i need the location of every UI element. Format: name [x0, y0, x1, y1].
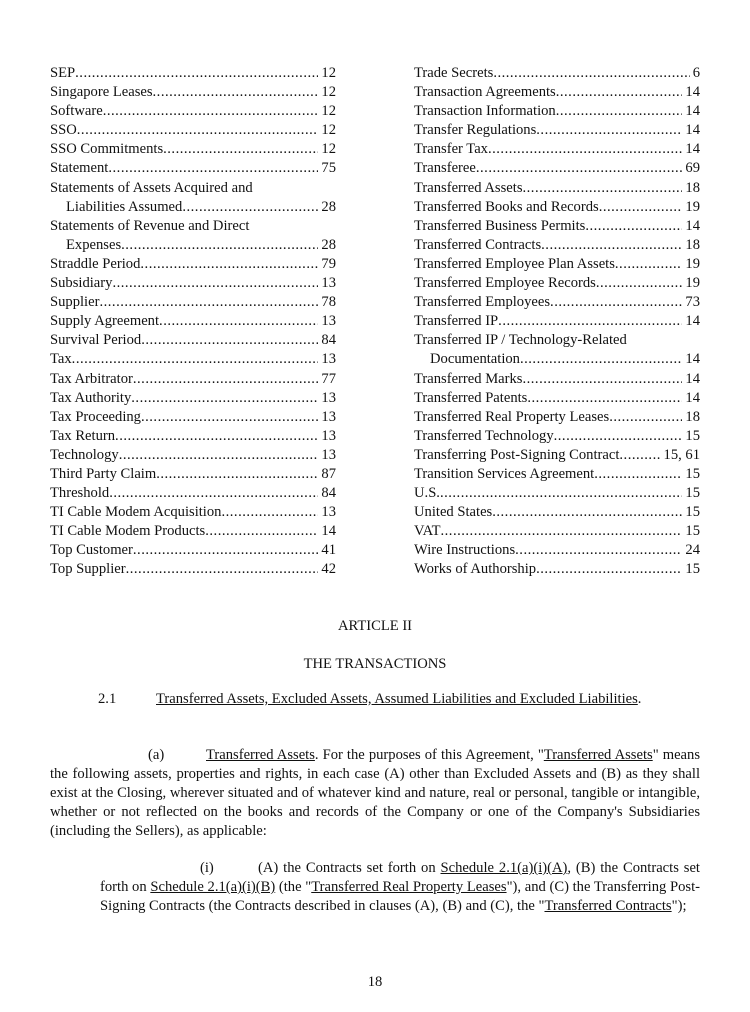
- index-page-number: 13: [321, 446, 336, 463]
- index-term-continuation: [50, 198, 336, 217]
- index-page-number: 73: [685, 294, 700, 311]
- index-entry: [414, 236, 700, 255]
- leader-dots: [599, 198, 683, 217]
- index-term: U.S.: [414, 485, 440, 502]
- clause-i-text: (A) the Contracts set forth on: [258, 860, 441, 876]
- index-entry: [50, 560, 336, 579]
- index-page-number: 69: [685, 160, 700, 177]
- index-page-number: 15: [685, 523, 700, 540]
- index-page-number: 12: [321, 141, 336, 158]
- index-entry: [414, 389, 700, 408]
- index-page-number: 41: [321, 542, 336, 559]
- section-number: 2.1: [98, 691, 117, 707]
- index-entry: [50, 140, 336, 159]
- index-page-number: 14: [685, 351, 700, 368]
- leader-dots: [72, 350, 319, 369]
- index-entry: [50, 217, 336, 255]
- index-entry: [50, 121, 336, 140]
- index-term: Expenses: [66, 236, 122, 253]
- defined-term: Transferred Real Property Leases: [311, 879, 507, 896]
- leader-dots: [585, 217, 682, 236]
- index-entry: [414, 503, 700, 522]
- leader-dots: [493, 64, 689, 83]
- index-term: Transition Services Agreement: [414, 465, 595, 482]
- leader-dots: [75, 64, 318, 83]
- index-term: Third Party Claim: [50, 465, 157, 482]
- index-page-number: 14: [685, 389, 700, 406]
- leader-dots: [115, 427, 318, 446]
- index-page-number: 18: [685, 236, 700, 253]
- index-page-number: 15: [685, 485, 700, 502]
- index-entry: [414, 198, 700, 217]
- index-entry: [414, 179, 700, 198]
- index-term: Transferring Post-Signing Contract: [414, 446, 620, 463]
- index-term: Transferred Employee Plan Assets: [414, 255, 615, 272]
- index-entry: [414, 274, 700, 293]
- leader-dots: [541, 236, 682, 255]
- index-page-number: 75: [321, 160, 336, 177]
- defined-term: Transferred Assets: [543, 747, 653, 763]
- index-term: Transferred Assets: [414, 179, 523, 196]
- index-entry: [414, 121, 700, 140]
- index-page-number: 13: [321, 427, 336, 444]
- leader-dots: [141, 408, 318, 427]
- index-term: Works of Authorship: [414, 561, 537, 578]
- leader-dots: [492, 503, 682, 522]
- index-term: Supply Agreement: [50, 313, 160, 330]
- index-entry: [50, 83, 336, 102]
- index-page-number: 19: [685, 255, 700, 272]
- index-page-number: 18: [685, 408, 700, 425]
- index-term: Straddle Period: [50, 255, 141, 272]
- clause-a-heading: Transferred Assets: [206, 747, 315, 763]
- index-page-number: 12: [321, 84, 336, 101]
- index-page-number: 42: [321, 561, 336, 578]
- defined-term: Transferred Contracts: [544, 898, 672, 915]
- index-page-number: 28: [321, 198, 336, 215]
- index-term: Wire Instructions: [414, 542, 516, 559]
- index-term: Transferred IP / Technology-Related: [414, 332, 627, 349]
- leader-dots: [536, 121, 682, 140]
- index-column-left: [50, 64, 336, 580]
- leader-dots: [536, 560, 682, 579]
- index-page-number: 84: [321, 332, 336, 349]
- article-heading: ARTICLE II: [337, 618, 413, 634]
- leader-dots: [556, 83, 683, 102]
- index-page-number: 13: [321, 389, 336, 406]
- index-term: VAT: [414, 523, 441, 540]
- leader-dots: [131, 389, 318, 408]
- leader-dots: [221, 503, 318, 522]
- index-entry: [414, 64, 700, 83]
- clause-i-text: "), and (C) the Transferring Post-Signing Contracts (the Contracts described in clauses (A), (B) and (C), the ": [100, 879, 700, 915]
- index-page-number: 6: [692, 65, 700, 81]
- index-page-number: 19: [685, 275, 700, 292]
- index-term: Documentation: [430, 351, 520, 368]
- index-entry: [50, 446, 336, 465]
- clause-a-text: . For the purposes of this Agreement, ": [314, 747, 544, 763]
- leader-dots: [498, 312, 682, 331]
- index-page-number: 15: [685, 427, 700, 444]
- section-title: Transferred Assets, Excluded Assets, Assumed Liabilities and Excluded Liabilities: [156, 691, 638, 707]
- index-page-number: 19: [685, 198, 700, 215]
- clause-i-text: ");: [671, 898, 687, 915]
- index-page-number: 13: [321, 504, 336, 521]
- index-term: Transferred Business Permits: [414, 217, 586, 234]
- index-entry: [50, 370, 336, 389]
- leader-dots: [556, 102, 683, 121]
- index-entry: [50, 522, 336, 541]
- clause-a-text: " means the following assets, properties and rights, in each case (A) other than Excluded Assets and (B) as they shall exist at the Closing, wherever situated and of whatever kind and nature, real or personal, tangible or intangible, whether or not reflected on the books and records of the Company or one of the Company's Subsidiaries (including the Sellers), as applicable:: [50, 747, 700, 840]
- index-term: Liabilities Assumed: [66, 198, 183, 215]
- index-entry: [50, 312, 336, 331]
- index-entry: [50, 350, 336, 369]
- index-entry: [50, 427, 336, 446]
- index-term: Top Customer: [50, 542, 133, 559]
- index-term: Transaction Information: [414, 103, 556, 120]
- leader-dots: [103, 102, 319, 121]
- index-entry: [414, 560, 700, 579]
- index-entry: [50, 64, 336, 83]
- leader-dots: [159, 312, 318, 331]
- leader-dots: [141, 331, 318, 350]
- index-page-number: 18: [685, 179, 700, 196]
- index-page-number: 15: [685, 465, 700, 482]
- index-entry: [414, 370, 700, 389]
- index-term: Transferred Books and Records: [414, 198, 599, 215]
- leader-dots: [205, 522, 318, 541]
- index-page-number: 15: [685, 561, 700, 578]
- index-term: Transaction Agreements: [414, 84, 556, 101]
- index-term: Transferred Marks: [414, 370, 523, 387]
- index-term: Transferred Patents: [414, 389, 528, 406]
- schedule-reference: Schedule 2.1(a)(i)(B): [150, 879, 276, 896]
- index-term: TI Cable Modem Acquisition: [50, 504, 222, 521]
- leader-dots: [140, 255, 318, 274]
- clause-i-text: (the ": [275, 879, 312, 896]
- clause-i-text: , (B) the Contracts set forth on: [100, 860, 700, 896]
- index-term: Statements of Revenue and Direct: [50, 217, 250, 234]
- index-entry: [50, 159, 336, 178]
- index-term: United States: [414, 504, 493, 521]
- clause-a-paragraph: [50, 746, 700, 841]
- index-entry: [414, 331, 700, 369]
- index-page-number: 84: [321, 485, 336, 502]
- index-term: SSO Commitments: [50, 141, 164, 158]
- index-entry: [414, 102, 700, 121]
- leader-dots: [182, 198, 318, 217]
- leader-dots: [596, 274, 683, 293]
- index-page-number: 13: [321, 275, 336, 292]
- index-page-number: 14: [321, 523, 336, 540]
- clause-i-paragraph: [100, 859, 700, 916]
- index-term: Statements of Assets Acquired and: [50, 179, 253, 196]
- index-term: Supplier: [50, 294, 100, 311]
- index-entry: [414, 312, 700, 331]
- leader-dots: [119, 446, 319, 465]
- index-entry: [50, 102, 336, 121]
- index-term: Transferred IP: [414, 313, 499, 330]
- index-entry: [414, 427, 700, 446]
- index-term: Tax Proceeding: [50, 408, 141, 425]
- index-entry: [414, 446, 700, 465]
- index-entry: [414, 255, 700, 274]
- leader-dots: [520, 350, 682, 369]
- leader-dots: [527, 389, 682, 408]
- index-entry: [414, 217, 700, 236]
- index-entry: [50, 541, 336, 560]
- index-page-number: 14: [685, 84, 700, 101]
- leader-dots: [441, 522, 683, 541]
- leader-dots: [488, 140, 682, 159]
- leader-dots: [112, 274, 318, 293]
- index-entry: [414, 83, 700, 102]
- index-page-number: 24: [685, 542, 700, 559]
- index-page-number: 87: [321, 465, 336, 482]
- index-page-number: 14: [685, 141, 700, 158]
- index-entry: [50, 503, 336, 522]
- definitions-index: [50, 64, 700, 580]
- index-term: Survival Period: [50, 332, 142, 349]
- leader-dots: [156, 465, 318, 484]
- index-entry: [414, 408, 700, 427]
- index-term: SEP: [50, 65, 76, 81]
- index-page-number: 28: [321, 236, 336, 253]
- index-entry: [414, 465, 700, 484]
- index-page-number: 14: [685, 122, 700, 139]
- index-entry: [414, 140, 700, 159]
- index-page-number: 12: [321, 122, 336, 139]
- leader-dots: [476, 159, 683, 178]
- index-term: Subsidiary: [50, 275, 113, 292]
- index-page-number: 79: [321, 255, 336, 272]
- index-page-number: 15: [685, 504, 700, 521]
- index-term: Tax Authority: [50, 389, 132, 406]
- index-page-number: 14: [685, 217, 700, 234]
- leader-dots: [594, 465, 682, 484]
- leader-dots: [440, 484, 682, 503]
- index-term: Transferred Employee Records: [414, 275, 596, 292]
- index-entry: [50, 408, 336, 427]
- index-page-number: 13: [321, 313, 336, 330]
- index-term: SSO: [50, 122, 77, 139]
- index-page-number: 78: [321, 294, 336, 311]
- leader-dots: [522, 370, 682, 389]
- schedule-reference: Schedule 2.1(a)(i)(A): [440, 860, 568, 876]
- leader-dots: [108, 159, 318, 178]
- index-term-continuation: [414, 350, 700, 369]
- index-term: Software: [50, 103, 103, 120]
- index-entry: [50, 331, 336, 350]
- index-term-continuation: [50, 236, 336, 255]
- leader-dots: [133, 541, 319, 560]
- index-term: Transferred Real Property Leases: [414, 408, 610, 425]
- index-entry: [414, 522, 700, 541]
- index-term: TI Cable Modem Products: [50, 523, 206, 540]
- index-page-number: 14: [685, 103, 700, 120]
- index-term: Top Supplier: [50, 561, 126, 578]
- article-title: THE TRANSACTIONS: [303, 656, 447, 672]
- leader-dots: [126, 560, 319, 579]
- index-entry: [414, 484, 700, 503]
- index-term: Tax: [50, 351, 72, 368]
- section-title-end: .: [637, 691, 642, 707]
- index-term: Statement: [50, 160, 109, 177]
- index-term: Transferred Contracts: [414, 236, 542, 253]
- index-entry: [414, 541, 700, 560]
- index-entry: [50, 484, 336, 503]
- clause-a-label: (a): [148, 747, 165, 763]
- index-page-number: 13: [321, 408, 336, 425]
- leader-dots: [615, 255, 683, 274]
- index-term: Technology: [50, 446, 119, 463]
- leader-dots: [163, 140, 318, 159]
- index-term: Threshold: [50, 485, 110, 502]
- index-entry: [50, 255, 336, 274]
- index-entry: [50, 389, 336, 408]
- leader-dots: [77, 121, 319, 140]
- index-page-number: 15, 61: [663, 446, 700, 463]
- index-term: Transferred Technology: [414, 427, 554, 444]
- index-term: Tax Arbitrator: [50, 370, 133, 387]
- index-term: Trade Secrets: [414, 65, 494, 81]
- index-term: Transferred Employees: [414, 294, 551, 311]
- leader-dots: [153, 83, 319, 102]
- index-entry: [50, 179, 336, 217]
- clause-i-label: (i): [200, 860, 214, 876]
- index-entry: [414, 159, 700, 178]
- leader-dots: [550, 293, 682, 312]
- leader-dots: [121, 236, 318, 255]
- leader-dots: [619, 446, 660, 465]
- leader-dots: [523, 179, 683, 198]
- leader-dots: [109, 484, 318, 503]
- leader-dots: [609, 408, 682, 427]
- index-entry: [50, 293, 336, 312]
- leader-dots: [99, 293, 318, 312]
- index-term: Transfer Regulations: [414, 122, 537, 139]
- index-page-number: 77: [321, 370, 336, 387]
- section-2-1-heading: [50, 690, 700, 709]
- index-column-right: [414, 64, 700, 580]
- index-entry: [50, 465, 336, 484]
- index-page-number: 13: [321, 351, 336, 368]
- leader-dots: [515, 541, 682, 560]
- index-term: Tax Return: [50, 427, 116, 444]
- index-page-number: 12: [321, 65, 336, 81]
- index-page-number: 12: [321, 103, 336, 120]
- index-page-number: 14: [685, 313, 700, 330]
- index-entry: [50, 274, 336, 293]
- index-term: Singapore Leases: [50, 84, 153, 101]
- index-term: Transferee: [414, 160, 476, 177]
- page-number: 18: [367, 974, 383, 990]
- leader-dots: [133, 370, 319, 389]
- index-term: Transfer Tax: [414, 141, 488, 158]
- index-entry: [414, 293, 700, 312]
- leader-dots: [554, 427, 683, 446]
- index-page-number: 14: [685, 370, 700, 387]
